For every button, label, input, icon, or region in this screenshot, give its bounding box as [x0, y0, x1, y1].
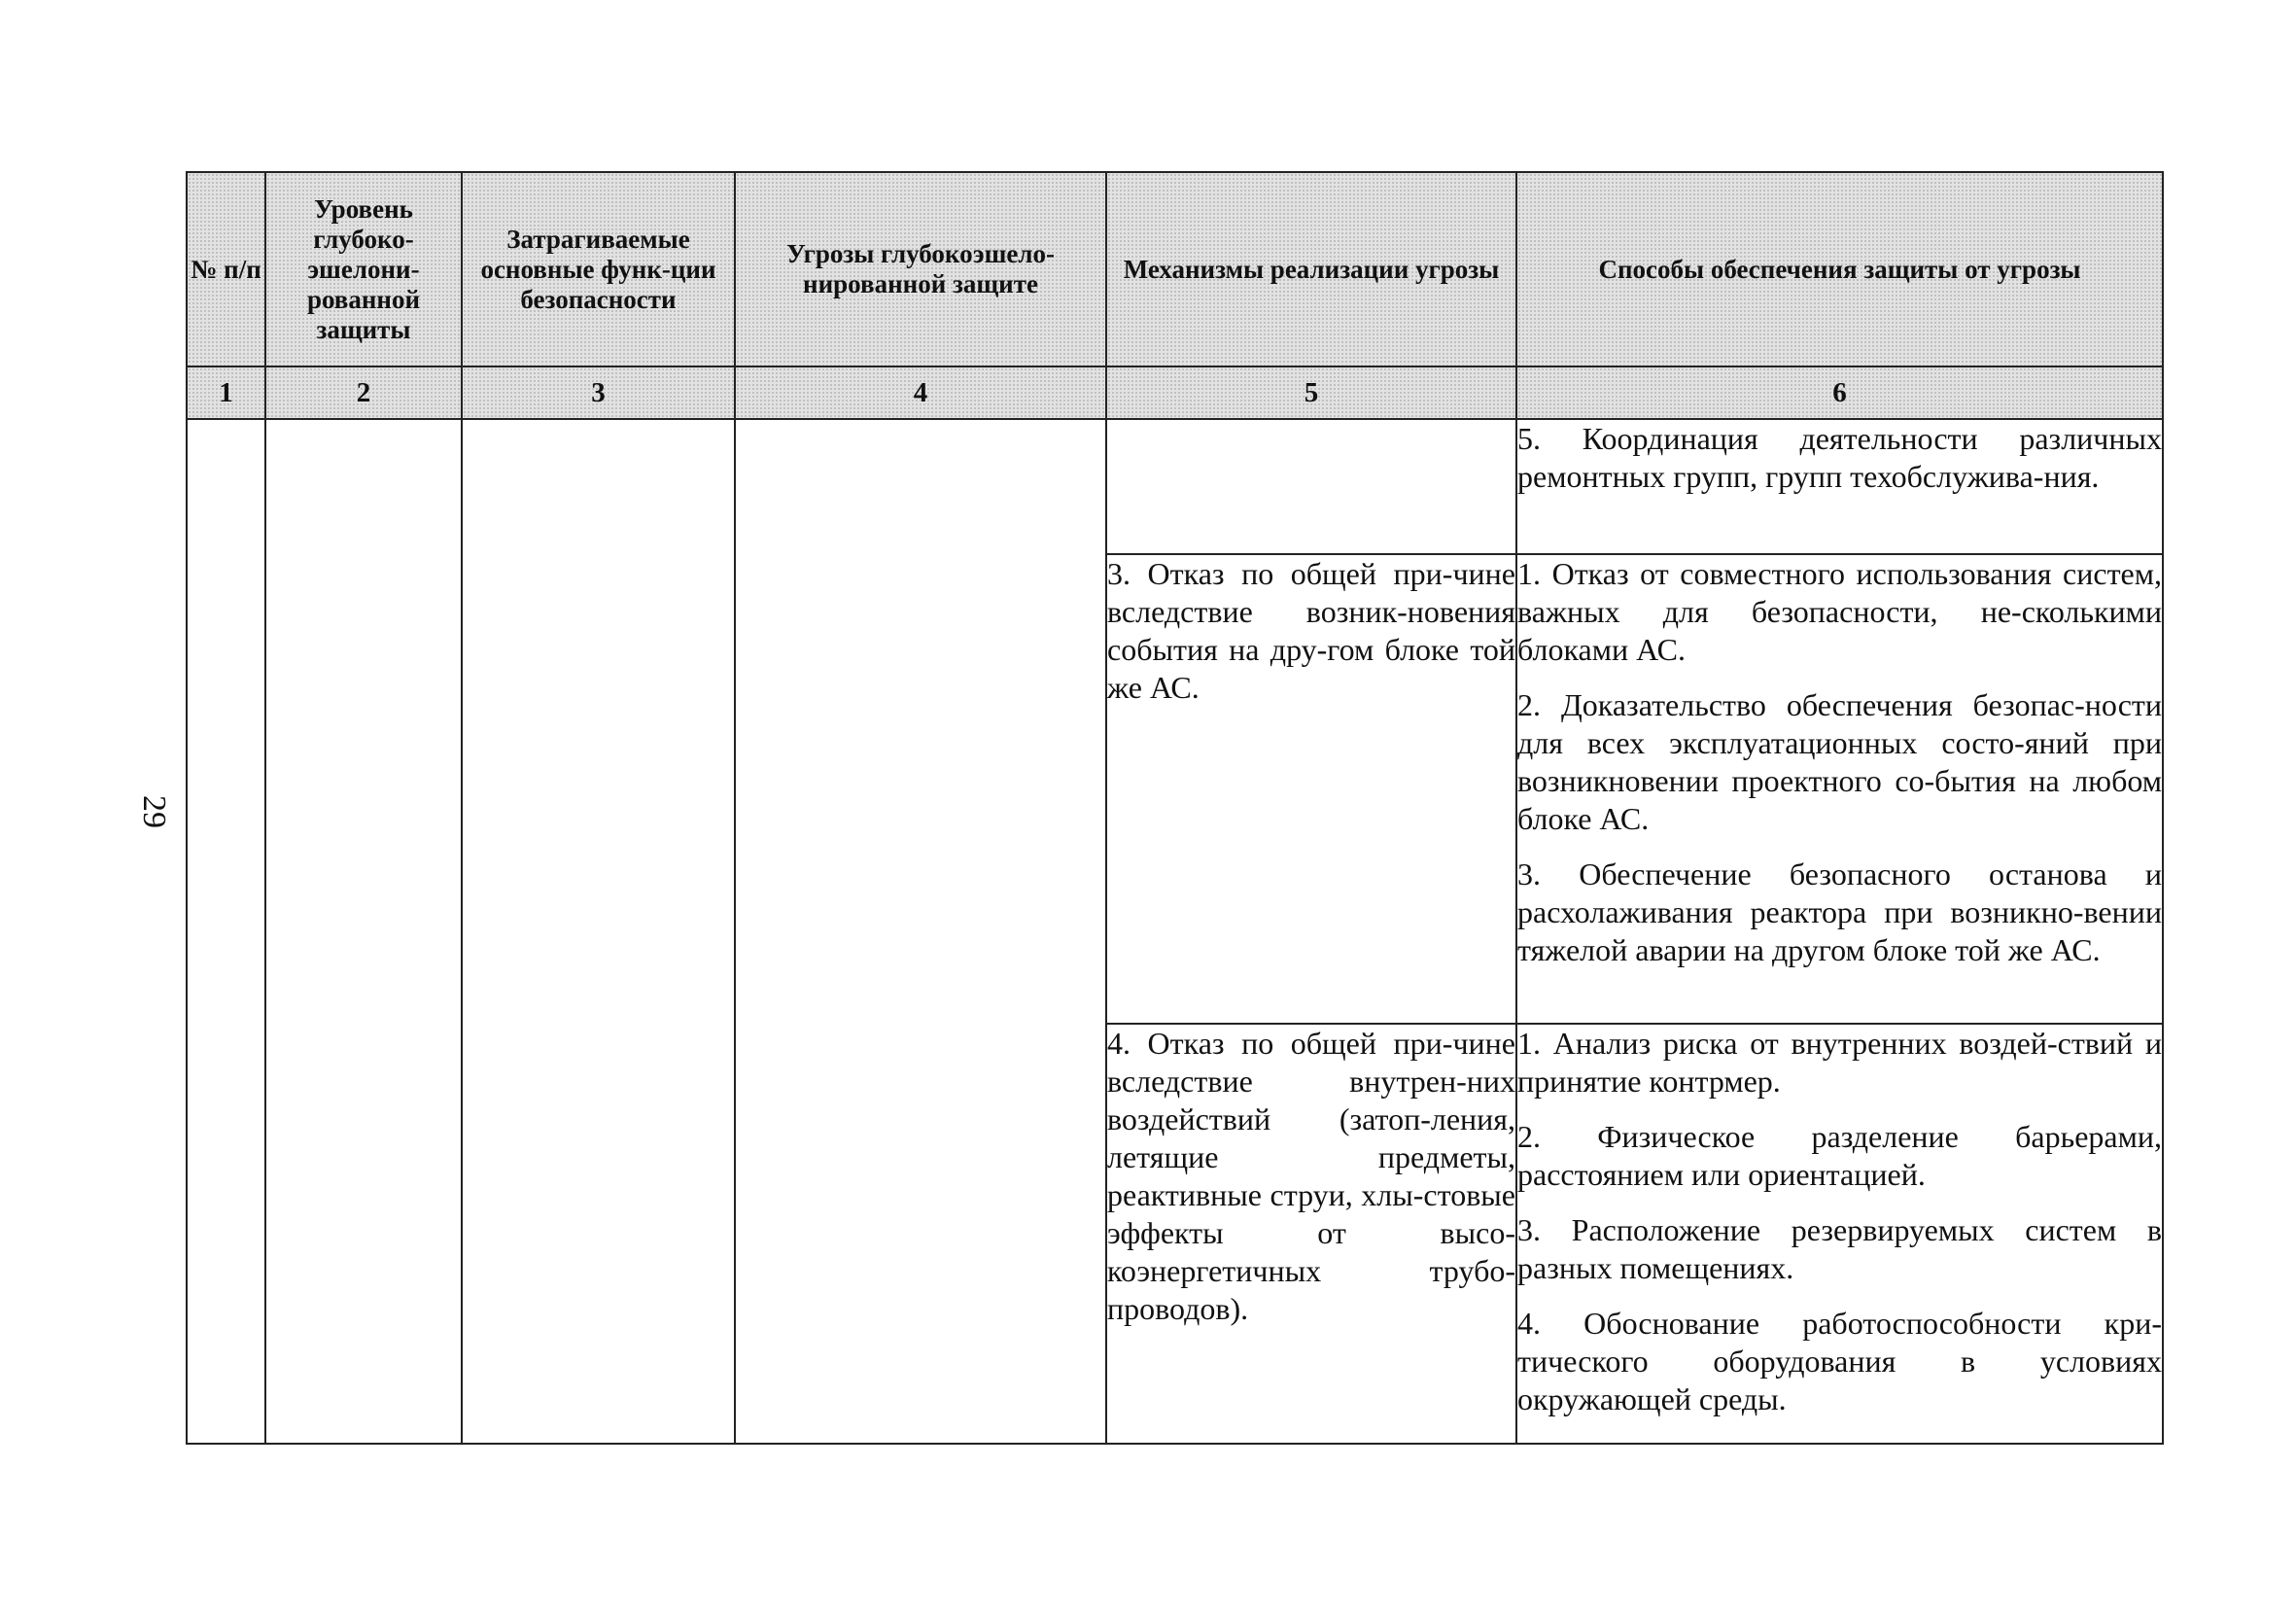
cell-protection-methods	[1516, 554, 2163, 1024]
header-safety-functions: Затрагиваемые основные функ-ции безопасности	[462, 172, 735, 367]
column-number: 5	[1106, 367, 1516, 419]
header-threats: Угрозы глубокоэшело-нированной защите	[735, 172, 1106, 367]
protection-method-item: 2. Физическое разделение барьерами, расстоянием или ориентацией.	[1517, 1119, 2162, 1192]
protection-method-item: 3. Расположение резервируемых систем в разных помещениях.	[1517, 1212, 2162, 1285]
column-number-row	[187, 367, 2163, 419]
column-number: 3	[462, 367, 735, 419]
protection-method-item: 5. Координация деятельности различных ремонтных групп, групп техобслужива-ния.	[1517, 421, 2162, 494]
protection-method-item: 1. Отказ от совместного использования систем, важных для безопасности, не-сколькими блоками АС.	[1517, 556, 2162, 667]
column-number: 1	[187, 367, 265, 419]
protection-method-item: 1. Анализ риска от внутренних воздей-ствий и принятие контрмер.	[1517, 1026, 2162, 1099]
cell-threats-empty	[735, 419, 1106, 1444]
header-mechanisms: Механизмы реализации угрозы	[1106, 172, 1516, 367]
header-number: № п/п	[187, 172, 265, 367]
column-number: 6	[1516, 367, 2163, 419]
column-number: 4	[735, 367, 1106, 419]
cell-protection-methods	[1516, 419, 2163, 554]
header-row	[187, 172, 2163, 367]
cell-mechanism	[1106, 419, 1516, 554]
protection-method-item: 2. Доказательство обеспечения безопас-ности для всех эксплуатационных состо-яний при возникновении проектного со-бытия на любом блоке АС.	[1517, 687, 2162, 836]
cell-mechanism: 3. Отказ по общей при-чине вследствие возник-новения события на дру-гом блоке той же АС.	[1106, 554, 1516, 1024]
protection-method-item: 4. Обоснование работоспособности кри-тического оборудования в условиях окружающей среды.	[1517, 1306, 2162, 1416]
header-protection-methods: Способы обеспечения защиты от угрозы	[1516, 172, 2163, 367]
cell-defense-level-empty	[265, 419, 462, 1444]
table-row	[187, 419, 2163, 554]
page-number: 29	[136, 795, 172, 828]
cell-protection-methods	[1516, 1024, 2163, 1444]
threats-table	[186, 171, 2164, 1445]
column-number: 2	[265, 367, 462, 419]
cell-mechanism: 4. Отказ по общей при-чине вследствие внутрен-них воздействий (затоп-ления, летящие предметы, реактивные струи, хлы-стовые эффекты от высо-коэнергетичных трубо-проводов).	[1106, 1024, 1516, 1444]
cell-safety-functions-empty	[462, 419, 735, 1444]
cell-number-empty	[187, 419, 265, 1444]
header-defense-level: Уровень глубоко-эшелони-рованной защиты	[265, 172, 462, 367]
protection-method-item: 3. Обеспечение безопасного останова и расхолаживания реактора при возникно-вении тяжелой аварии на другом блоке той же АС.	[1517, 856, 2162, 967]
